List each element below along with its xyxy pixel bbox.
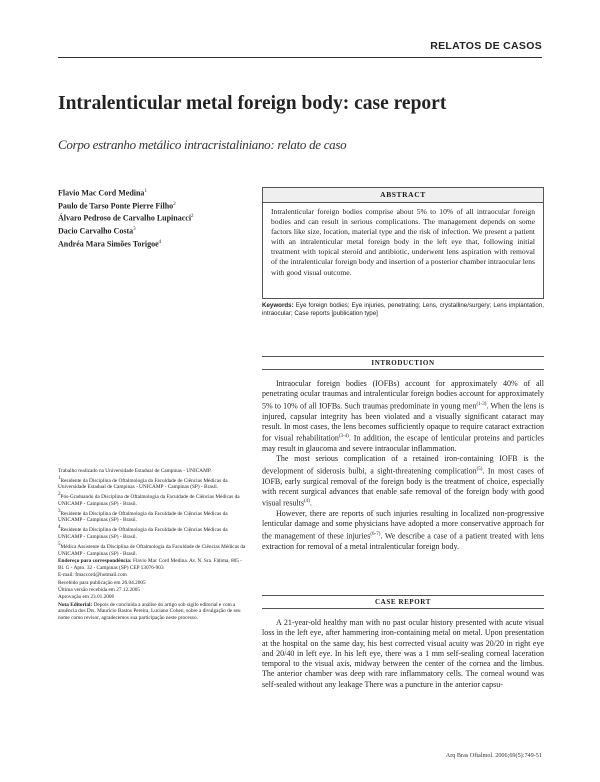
correspondence: Endereço para correspondência: Flavio Mac Cord Medina. Av. N. Sra. Fátima, 805 - Bl. G - Apto. 32 - Campinas (SP) CEP 13076-903 E-mail: fmaccord@hotmail.com — [58, 558, 243, 579]
keywords-label: Keywords: — [262, 302, 294, 309]
author-list — [58, 186, 258, 249]
paragraph: A 21-year-old healthy man with no past ocular history presented with acute visual loss in the left eye, after hammering iron-containing metal on metal. Upon presentation at the hospital on the same day, his best corrected visual acuity was 20/20 in right eye and 20/40 in left eye. In his left eye, there was a 1 mm self-sealing corneal laceration temporal to the visual axis, midway between the center of the cornea and the limbus. The anterior chamber was deep with rare inflammatory cells. The corneal wound was self-sealed without any leakage There was a puncture in the anterior capsu- — [262, 618, 544, 689]
section-label: RELATOS DE CASOS — [430, 40, 542, 52]
keywords — [262, 302, 544, 319]
paragraph: However, there are reports of such injuries resulting in localized non-progressive lenticular damage and some physicians have adopted a more conservative approach for the management of these injuries$^{(6-7)}$. We describe a case of a patient treated with lens extraction for removal of a metal intralenticular foreign body. — [262, 509, 545, 551]
email-address: E-mail: fmaccord@hotmail.com — [58, 572, 127, 579]
case-report-heading: CASE REPORT — [262, 595, 544, 609]
received-dates: Recebido para publicação em 26.04.2005 Última versão recebida em 27.12.2005 Aprovação em 23.01.2006 — [58, 580, 146, 600]
author: Álvaro Pedroso de Carvalho Lupinacci$^2$ — [58, 213, 194, 223]
introduction-body — [262, 379, 544, 552]
footnote: $^5$Médica Assistente da Disciplina de Oftalmologia da Faculdade de Ciências Médicas da UNICAMP - Campinas (SP) - Brasil. — [58, 541, 246, 557]
author: Andréa Mara Simões Torigoe$^4$ — [58, 239, 162, 249]
author: Flavio Mac Cord Medina$^1$ — [58, 188, 147, 198]
paragraph: The most serious complication of a retained iron-containing IOFB is the development of siderosis bulbi, a sight-threatening complication$^{(5)}$. In most cases of IOFB, early surgical removal of the foreign body is the treatment of choice, especially with recent surgical advances that enable safe removal of the foreign body with good visual results$^{(4)}$. — [262, 454, 545, 508]
abstract-heading: ABSTRACT — [263, 188, 543, 203]
top-rule — [58, 57, 542, 58]
journal-citation: Arq Bras Oftalmol. 2006;69(5):749-51 — [445, 752, 542, 759]
article-subtitle: Corpo estranho metálico intracristaliniano: relato de caso — [58, 137, 347, 152]
abstract-text: Intralenticular foreign bodies comprise about 5% to 10% of all intraocular foreign bodies and can result in serious complications. The management depends on some factors like size, location, material type and the risk of infection. We present a patient with an intralenticular metal foreign body in the left eye that, following initial treatment with topical steroid and antibiotic, underwent lens aspiration with removal of the intralenticular foreign body and insertion of a posterior chamber intraocular lens with good visual outcome. — [271, 207, 535, 277]
paragraph: Intraocular foreign bodies (IOFBs) account for approximately 40% of all penetrating ocular traumas and intralenticular foreign bodies account for approximately 5% to 10% of all IOFBs. Such traumas predominate in young men$^{(1-3)}$. When the lens is injured, capsular integrity has been violated and a visually significant cataract may result. In most cases, the lens becomes sufficiently opaque to require cataract extraction for visual rehabilitation$^{(3-4)}$. In addition, the escape of lenticular proteins and particles may result in glaucoma and severe intraocular inflammation. — [262, 379, 545, 454]
footnote: $^2$Pós-Graduando da Disciplina de Oftalmologia da Faculdade de Ciências Médicas da UNICAMP - Campinas (SP) - Brasil. — [58, 492, 240, 507]
introduction-heading: INTRODUCTION — [262, 356, 544, 370]
footnote: $^3$Residente da Disciplina de Oftalmologia da Faculdade de Ciências Médicas da UNICAMP - Campinas (SP) - Brasil. — [58, 508, 228, 524]
footnote: $^1$Residente da Disciplina de Oftalmologia da Faculdade de Ciências Médicas da Universidade Estadual de Campinas - UNICAMP - Campinas (SP) - Brasil. — [58, 475, 228, 491]
keywords-text: Eye foreign bodies; Eye injuries, penetrating; Lens, crystalline/surgery; Lens implantation, intraocular; Case reports [publication type] — [262, 302, 544, 318]
footnote: $^4$Residente da Disciplina de Oftalmologia da Faculdade de Ciências Médicas da UNICAMP - Campinas (SP) - Brasil. — [58, 525, 228, 540]
author: Paulo de Tarso Ponte Pierre Filho$^2$ — [58, 201, 176, 211]
footnote: Trabalho realizado na Universidade Estadual de Campinas - UNICAMP. — [58, 467, 212, 474]
author: Dacio Carvalho Costa$^3$ — [58, 226, 136, 236]
article-title: Intralenticular metal foreign body: case report — [58, 93, 447, 114]
footnotes — [58, 466, 248, 623]
abstract-box — [262, 187, 544, 299]
case-report-body — [262, 618, 544, 690]
editorial-note: Nota Editorial: Depois de concluída a análise do artigo sob sigilo editorial e com a anuência dos Drs. Maurício Bastos Pereira, Luciano Cohen, sobre a divulgação de seu nome como revisor, agradecemos sua participação neste processo. — [58, 601, 241, 622]
